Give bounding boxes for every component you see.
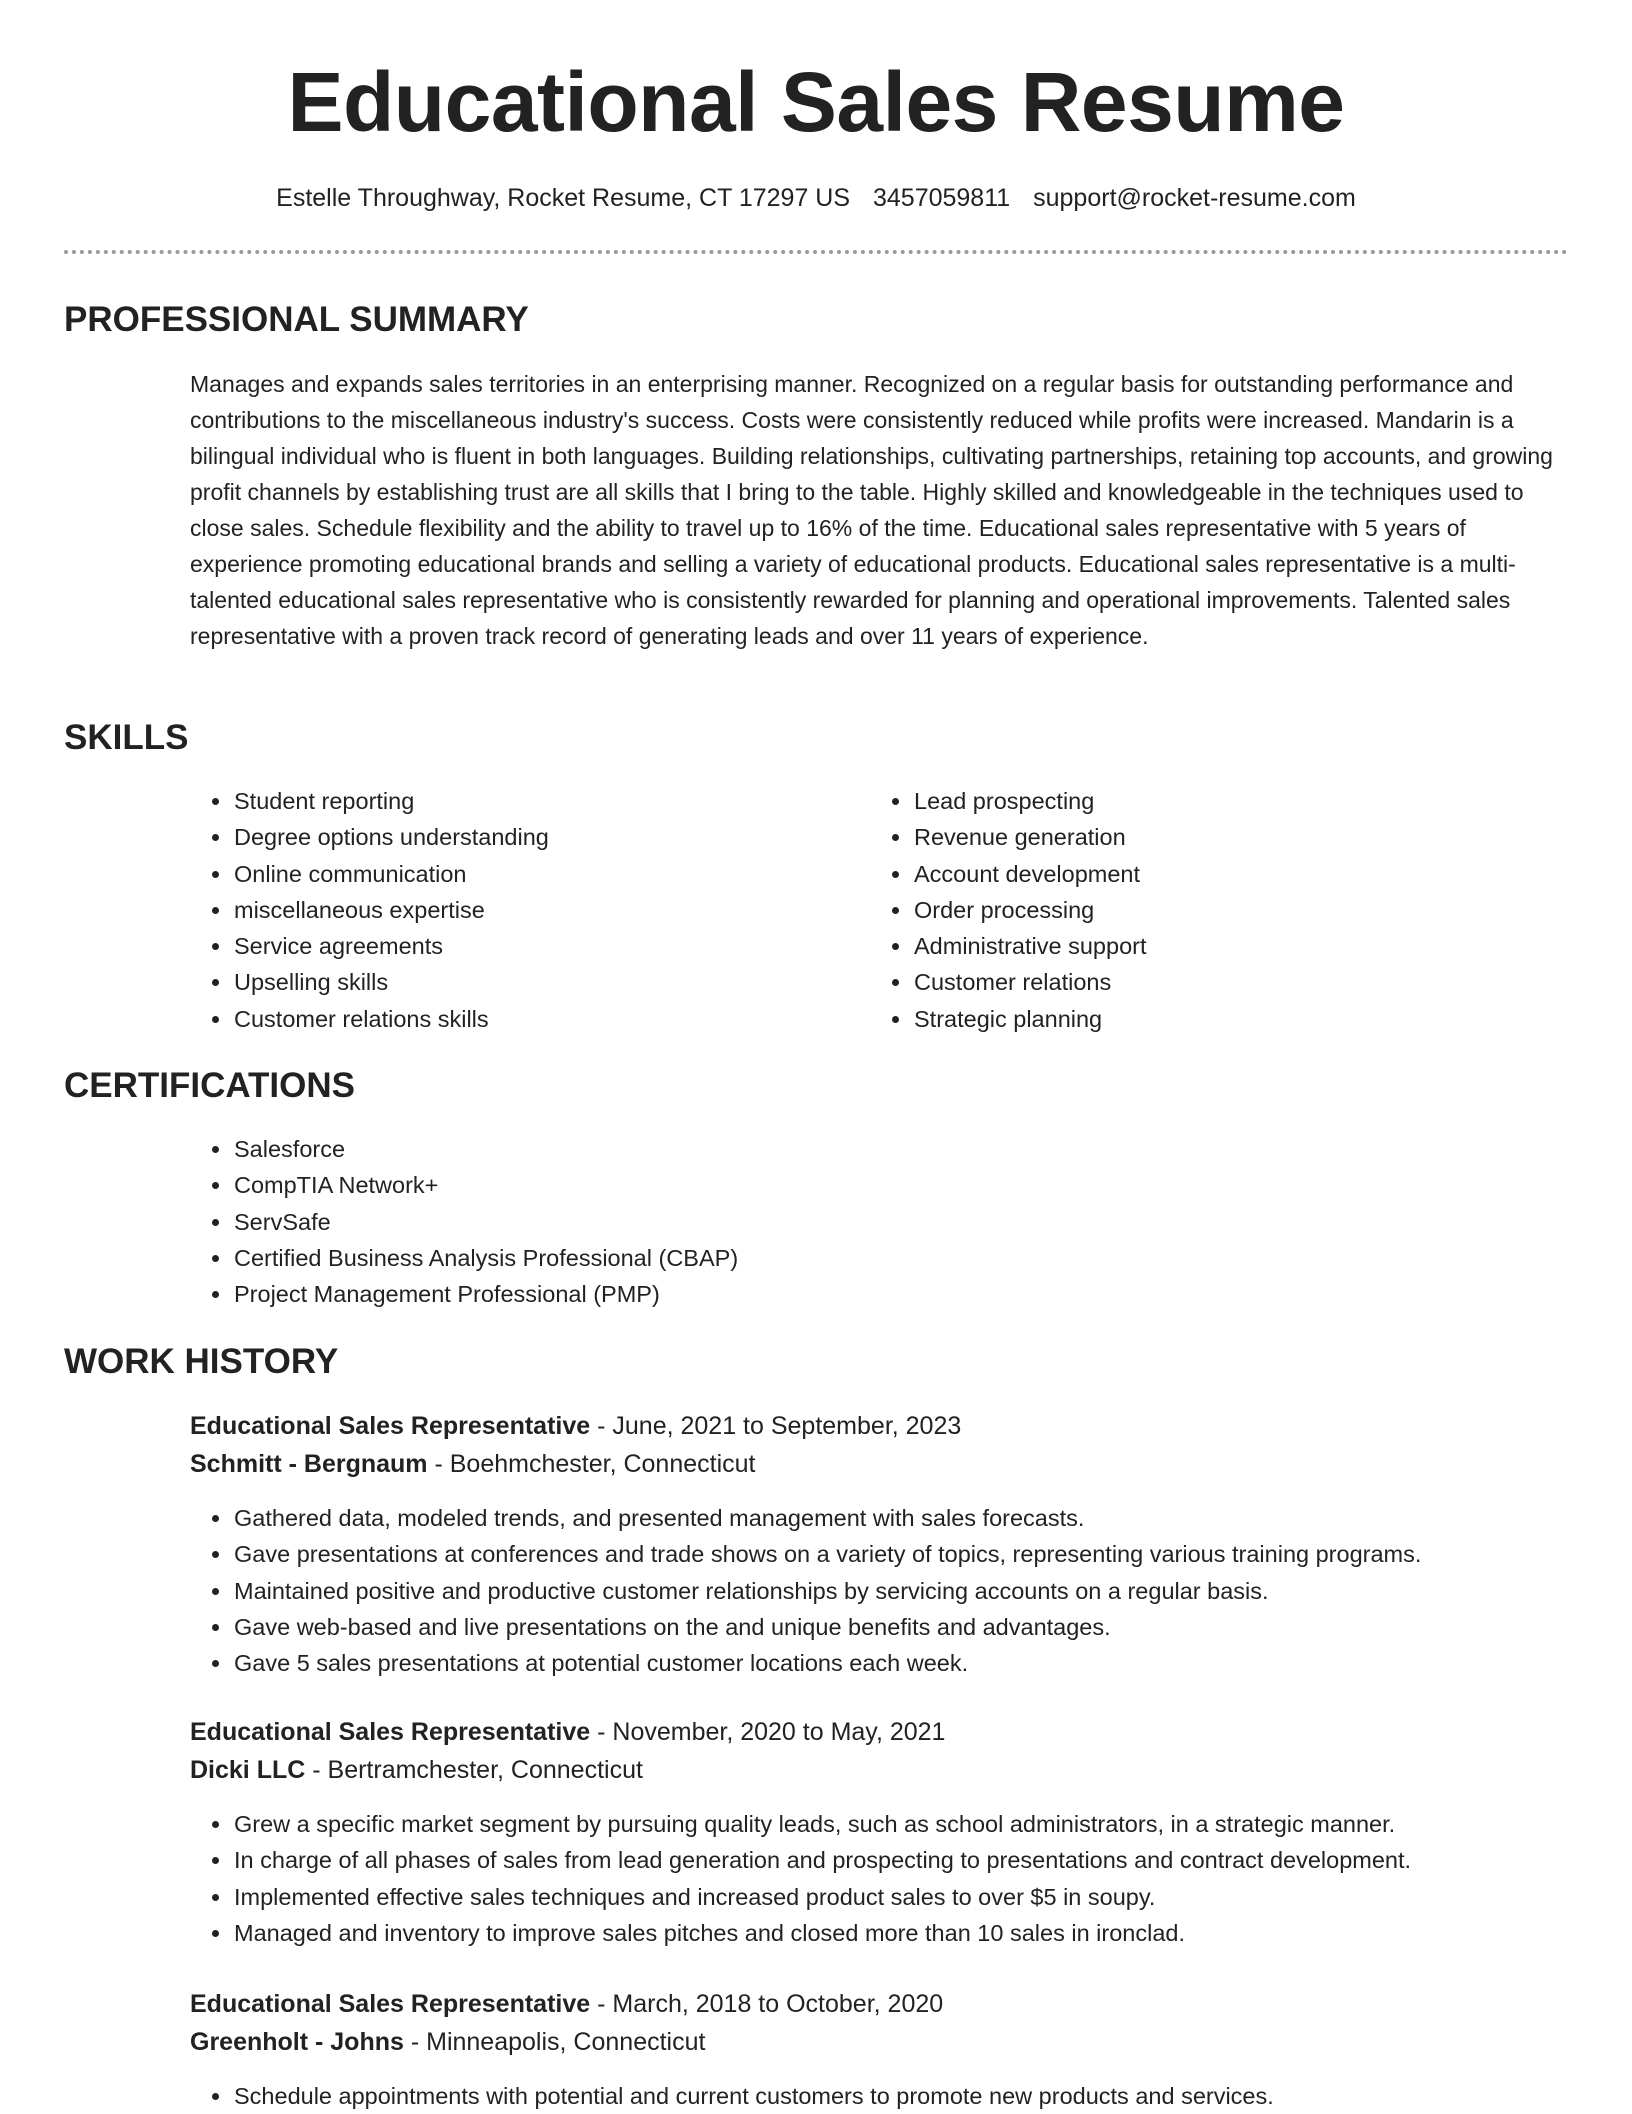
- contact-phone: 3457059811: [872, 184, 1011, 212]
- job-bullet: • Gave presentations at conferences and trade shows on a variety of topics, representing various training programs.: [233, 1536, 1623, 1572]
- job-bullet: • Gave web-based and live presentations on the and unique benefits and advantages.: [233, 1609, 1623, 1645]
- skill-item: • Revenue generation: [913, 819, 1533, 855]
- job-title: Educational Sales Representative: [190, 1990, 591, 2018]
- certification-item: • Salesforce: [233, 1131, 1533, 1167]
- job-company-line: [190, 1445, 755, 1483]
- skill-item: • Administrative support: [913, 928, 1533, 964]
- contact-email: support@rocket-resume.com: [1033, 184, 1356, 212]
- skill-item: • miscellaneous expertise: [233, 892, 853, 928]
- skill-item: • Service agreements: [233, 928, 853, 964]
- job-dates: - March, 2018 to October, 2020: [590, 1990, 944, 2018]
- job-dates: - June, 2021 to September, 2023: [590, 1412, 962, 1440]
- skill-item: • Online communication: [233, 856, 853, 892]
- job-bullet: • Gave 5 sales presentations at potential customer locations each week.: [233, 1645, 1623, 1681]
- job-title: Educational Sales Representative: [190, 1412, 591, 1440]
- job-bullet: • Gathered data, modeled trends, and presented management with sales forecasts.: [233, 1500, 1623, 1536]
- skill-item: • Customer relations skills: [233, 1001, 853, 1037]
- skills-list-left: [190, 783, 853, 1037]
- job-bullet: • Managed and inventory to improve sales pitches and closed more than 10 sales in ironclad.: [233, 1915, 1623, 1951]
- summary-text: Manages and expands sales territories in an enterprising manner. Recognized on a regular basis for outstanding performance and contributions to the miscellaneous industry's success. Costs were consistently reduced while profits were increased. Mandarin is a bilingual individual who is fluent in both languages. Building relationships, cultivating partnerships, retaining top accounts, and growing profit channels by establishing trust are all skills that I bring to the table. Highly skilled and knowledgeable in the techniques used to close sales. Schedule flexibility and the ability to travel up to 16% of the time. Educational sales representative with 5 years of experience promoting educational brands and selling a variety of educational products. Educational sales representative is a multi-talented educational sales representative who is consistently rewarded for planning and operational improvements. Talented sales representative with a proven track record of generating leads and over 11 years of experience.: [190, 371, 1553, 649]
- job-location: - Bertramchester, Connecticut: [305, 1756, 643, 1784]
- contact-line: [0, 181, 1632, 215]
- job-bullet: • Schedule appointments with potential and current customers to promote new products and services.: [233, 2078, 1623, 2114]
- job-company-line: [190, 1751, 643, 1789]
- job-company: Schmitt - Bergnaum: [190, 1450, 428, 1478]
- skill-item: • Upselling skills: [233, 964, 853, 1000]
- skill-item: • Degree options understanding: [233, 819, 853, 855]
- certifications-heading: CERTIFICATIONS: [64, 1066, 356, 1105]
- job-location: - Boehmchester, Connecticut: [427, 1450, 756, 1478]
- summary-heading: PROFESSIONAL SUMMARY: [64, 300, 529, 339]
- skill-item: • Account development: [913, 856, 1533, 892]
- job-title: Educational Sales Representative: [190, 1718, 591, 1746]
- certification-item: • Certified Business Analysis Professional (CBAP): [233, 1240, 1533, 1276]
- job-dates: - November, 2020 to May, 2021: [590, 1718, 946, 1746]
- job-bullet: • Implemented effective sales techniques and increased product sales to over $5 in soupy.: [233, 1879, 1623, 1915]
- certification-item: • ServSafe: [233, 1204, 1533, 1240]
- contact-address: Estelle Throughway, Rocket Resume, CT 17297 US: [276, 184, 851, 212]
- job-company: Dicki LLC: [190, 1756, 306, 1784]
- skill-item: • Order processing: [913, 892, 1533, 928]
- job-company-line: [190, 2023, 705, 2061]
- certifications-list: [190, 1131, 1533, 1312]
- job-title-line: [190, 1985, 943, 2023]
- job-bullets: [190, 1806, 1623, 1951]
- job-bullets: [190, 2078, 1623, 2114]
- resume-title: Educational Sales Resume: [287, 55, 1345, 149]
- job-bullet: • In charge of all phases of sales from lead generation and prospecting to presentations and contract development.: [233, 1842, 1623, 1878]
- job-bullet: • Maintained positive and productive customer relationships by servicing accounts on a regular basis.: [233, 1573, 1623, 1609]
- skill-item: • Customer relations: [913, 964, 1533, 1000]
- job-bullet: • Grew a specific market segment by pursuing quality leads, such as school administrators, in a strategic manner.: [233, 1806, 1623, 1842]
- skills-heading: SKILLS: [64, 718, 189, 757]
- certification-item: • Project Management Professional (PMP): [233, 1276, 1533, 1312]
- job-title-line: [190, 1407, 961, 1445]
- job-company: Greenholt - Johns: [190, 2028, 404, 2056]
- job-location: - Minneapolis, Connecticut: [403, 2028, 706, 2056]
- work-history-heading: WORK HISTORY: [64, 1342, 339, 1381]
- job-title-line: [190, 1713, 945, 1751]
- skill-item: • Lead prospecting: [913, 783, 1533, 819]
- skill-item: • Strategic planning: [913, 1001, 1533, 1037]
- certification-item: • CompTIA Network+: [233, 1167, 1533, 1203]
- header-divider: [64, 250, 1568, 254]
- job-bullets: [190, 1500, 1623, 1681]
- skills-list-right: [870, 783, 1533, 1037]
- skill-item: • Student reporting: [233, 783, 853, 819]
